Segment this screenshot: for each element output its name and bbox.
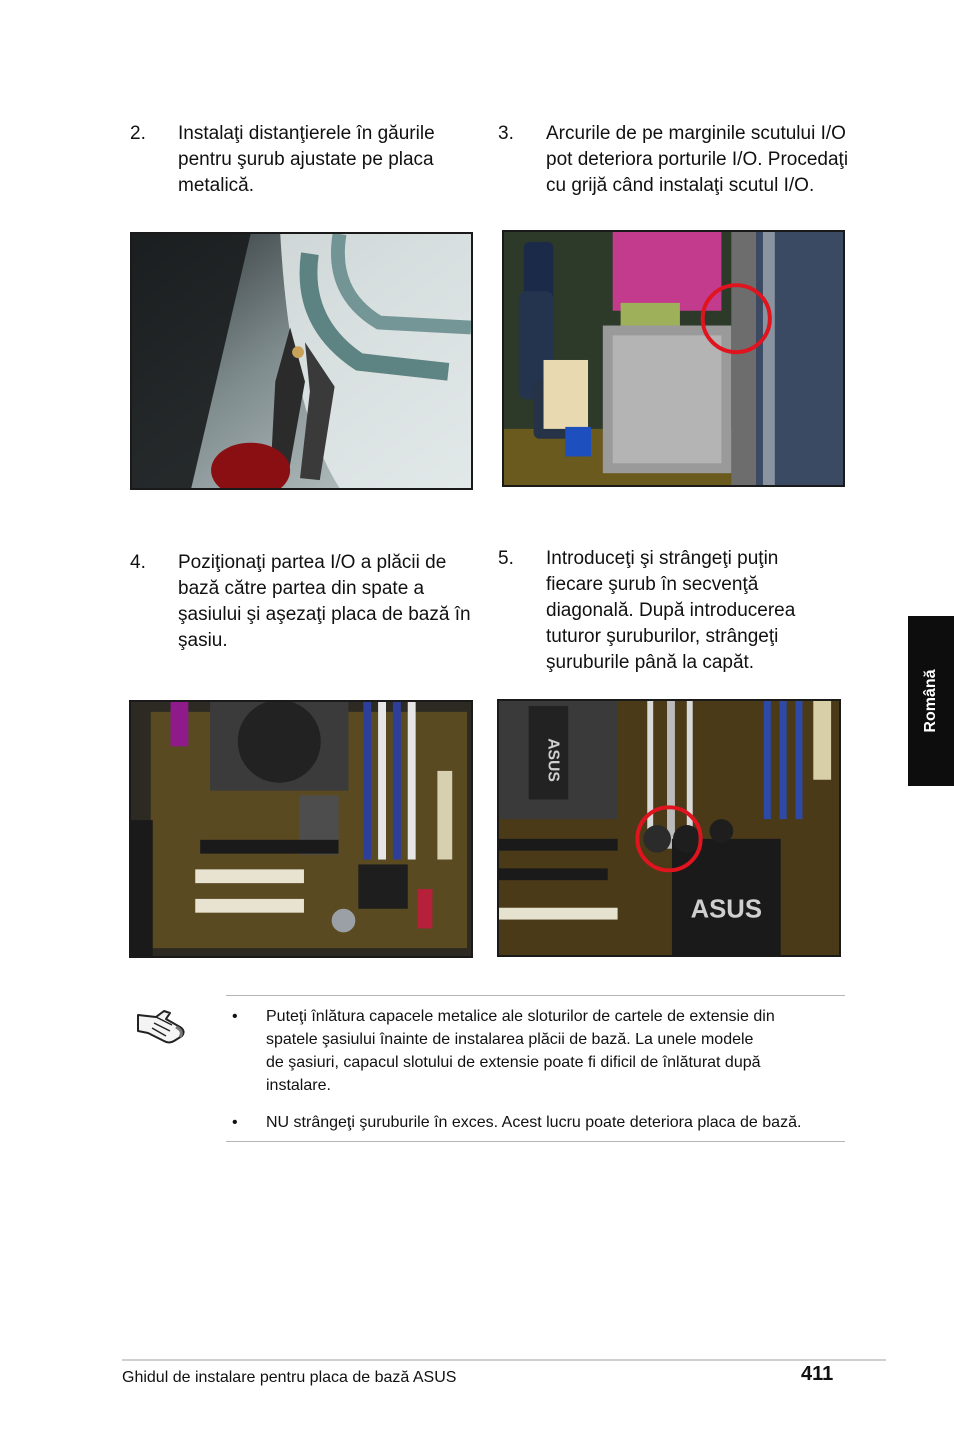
language-tab [908,616,954,786]
note-text: Puteţi înlătura capacele metalice ale sloturilor de cartele de extensie din spatele şasiului înainte de instalarea plăcii de bază. La unele modele de şasiuri, capacul slotului de extensie poate fi dificil de înlăturat după instalare. [266,1008,775,1094]
asus-chipset-logo: ASUS [690,895,762,924]
io-shield-photo [502,230,845,487]
motherboard-screw-photo-icon [499,701,839,955]
io-shield-photo-icon [504,232,843,485]
step-number: 5. [498,548,514,569]
step-number: 4. [130,552,146,573]
footer-rule [122,1359,886,1361]
note-bullet: • [232,1008,238,1025]
note-bullet: • [232,1114,238,1131]
step-number: 2. [130,123,146,144]
language-tab-label: Română [922,669,939,733]
motherboard-screw-photo [497,699,841,957]
step-text: Poziţionaţi partea I/O a plăcii de bază către partea din spate a şasiului şi aşezaţi placa de bază în şasiu. [178,552,471,651]
note-text: NU strângeţi şuruburile în exces. Acest lucru poate deteriora placa de bază. [266,1114,802,1131]
asus-heatsink-logo: ASUS [544,738,562,782]
pliers-standoff-photo-icon [132,234,471,488]
footer-title: Ghidul de instalare pentru placa de bază ASUS [122,1369,457,1386]
step-text: Arcurile de pe marginile scutului I/O pot deteriora porturile I/O. Procedaţi cu grijă când instalaţi scutul I/O. [546,123,849,196]
note-bottom-rule [226,1141,845,1142]
step-text: Introduceţi şi strângeţi puţin fiecare şurub în secvenţă diagonală. După introducerea tuturor şuruburilor, strângeţi şuruburile până la capăt. [546,548,796,673]
step-number: 3. [498,123,514,144]
standoff-photo [130,232,473,490]
pointing-hand-icon [136,1005,188,1045]
motherboard-in-chassis-photo-icon [131,702,471,956]
motherboard-chassis-photo [129,700,473,958]
step-text: Instalaţi distanţierele în găurile pentru şurub ajustate pe placa metalică. [178,123,435,196]
note-top-rule [226,995,845,996]
page-number: 411 [801,1363,834,1385]
